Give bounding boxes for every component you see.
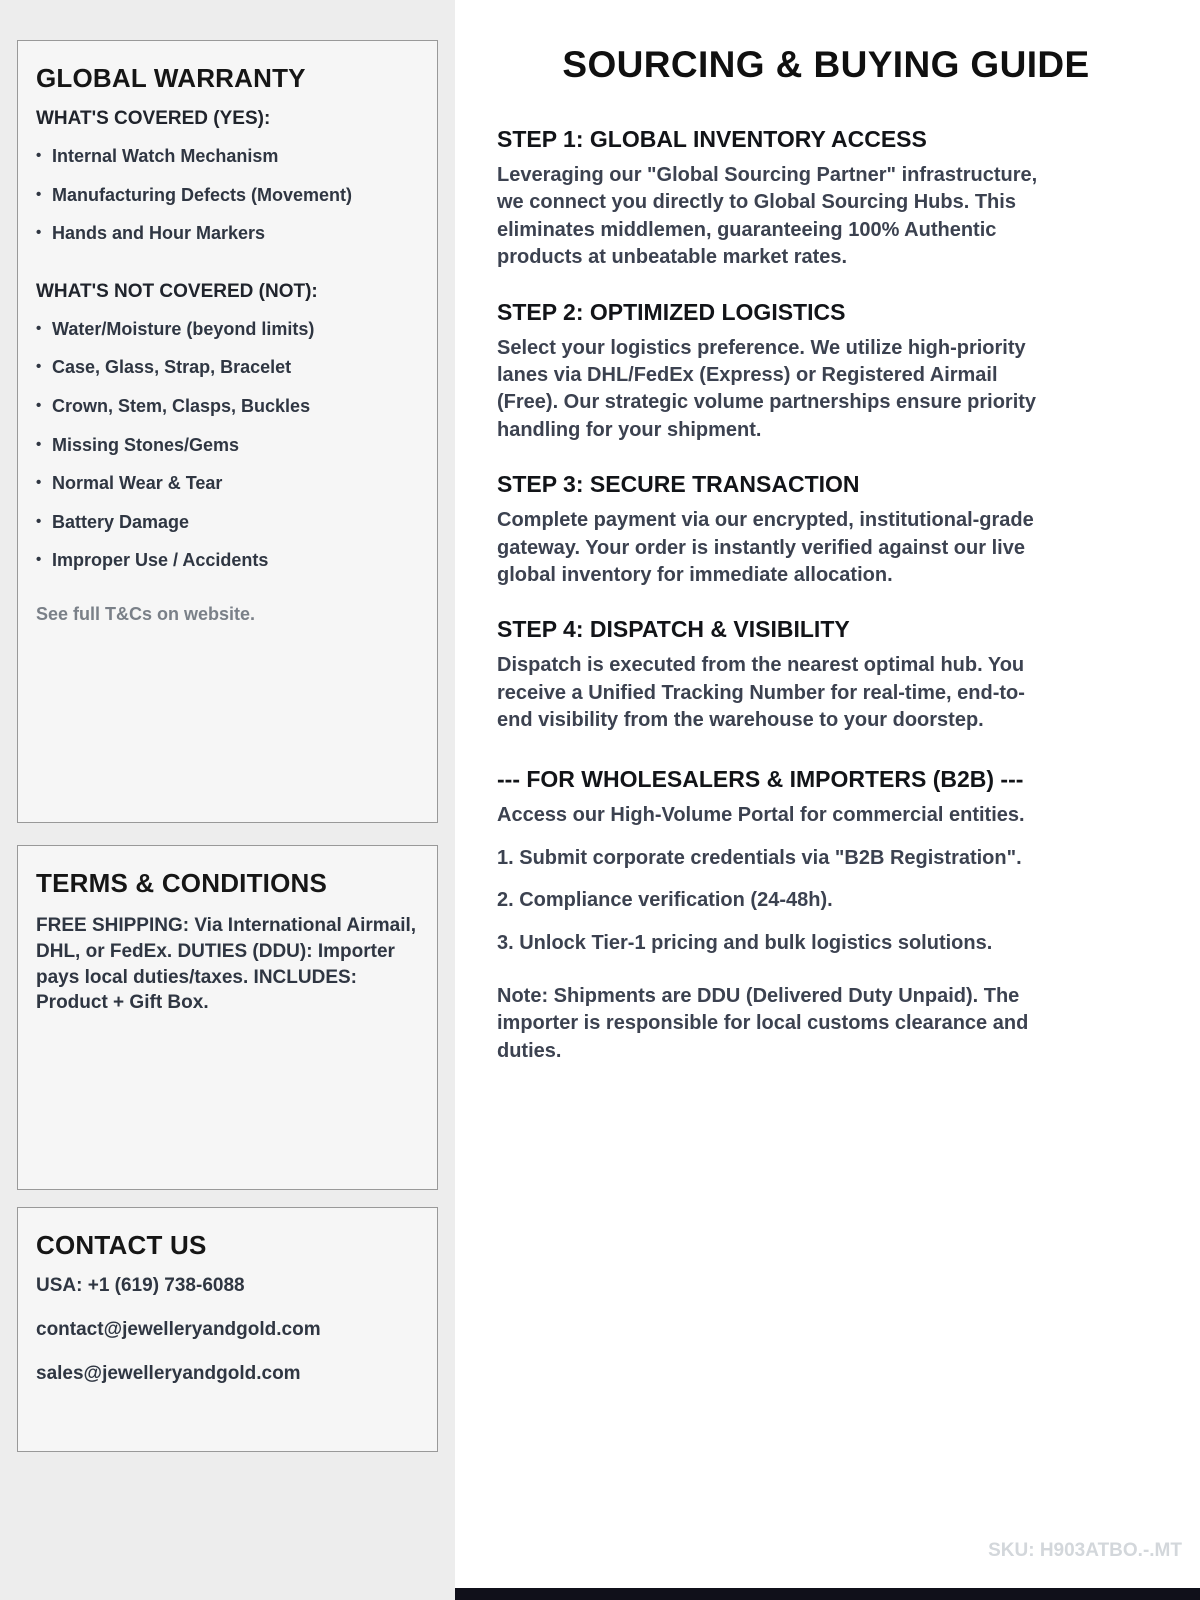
warranty-covered-item: • Manufacturing Defects (Movement) — [36, 185, 419, 207]
step-2-body: Select your logistics preference. We utilize high-priority lanes via DHL/FedEx (Express) or Registered Airmail (Free). Our strategic volume partnerships ensure priority handling for your shipment. — [497, 336, 1037, 441]
step-4-heading: STEP 4: DISPATCH & VISIBILITY — [497, 616, 850, 643]
step-4-section — [497, 616, 1155, 734]
b2b-heading: --- FOR WHOLESALERS & IMPORTERS (B2B) --- — [497, 766, 1024, 793]
b2b-item: 2. Compliance verification (24-48h). — [497, 889, 833, 912]
step-1-heading: STEP 1: GLOBAL INVENTORY ACCESS — [497, 126, 927, 152]
step-1-body: Leveraging our "Global Sourcing Partner" infrastructure, we connect you directly to Global Sourcing Hubs. This eliminates middlemen, guaranteeing 100% Authentic products at unbeatable market rates. — [497, 164, 1038, 269]
warranty-not-covered-item: • Normal Wear & Tear — [36, 473, 419, 495]
terms-panel — [17, 845, 438, 1190]
warranty-not-covered-item: • Crown, Stem, Clasps, Buckles — [36, 396, 419, 418]
warranty-footnote: See full T&Cs on website. — [36, 603, 256, 624]
warranty-covered-item: • Internal Watch Mechanism — [36, 146, 419, 168]
step-2-heading: STEP 2: OPTIMIZED LOGISTICS — [497, 298, 846, 325]
step-3-section — [497, 471, 1155, 589]
warranty-not-covered-item: • Case, Glass, Strap, Bracelet — [36, 357, 419, 379]
warranty-not-covered-heading: WHAT'S NOT COVERED (NOT): — [36, 280, 318, 302]
terms-body: FREE SHIPPING: Via International Airmail, DHL, or FedEx. DUTIES (DDU): Importer pays local duties/taxes. INCLUDES: Product + Gift Box. — [36, 915, 417, 1014]
warranty-covered-item: • Hands and Hour Markers — [36, 223, 419, 245]
page-title: SOURCING & BUYING GUIDE — [562, 44, 1090, 85]
b2b-note: Note: Shipments are DDU (Delivered Duty Unpaid). The importer is responsible for local customs clearance and duties. — [497, 985, 1029, 1062]
step-4-body: Dispatch is executed from the nearest optimal hub. You receive a Unified Tracking Number for real-time, end-to-end visibility from the warehouse to your doorstep. — [497, 654, 1025, 732]
b2b-item: 3. Unlock Tier-1 pricing and bulk logistics solutions. — [497, 931, 993, 954]
sku-label: SKU: H903ATBO.-.MT — [988, 1540, 1182, 1561]
warranty-not-covered-list — [36, 319, 419, 572]
warranty-covered-list — [36, 146, 419, 245]
guide-main — [455, 0, 1200, 1600]
contact-email-primary: contact@jewelleryandgold.com — [36, 1319, 321, 1340]
step-3-body: Complete payment via our encrypted, institutional-grade gateway. Your order is instantly verified against our live global inventory for immediate allocation. — [497, 509, 1034, 586]
step-2-section — [497, 299, 1155, 445]
contact-email-sales: sales@jewelleryandgold.com — [36, 1363, 301, 1384]
warranty-not-covered-item: • Battery Damage — [36, 512, 419, 534]
warranty-panel — [17, 40, 438, 823]
info-sidebar — [0, 0, 455, 1600]
b2b-intro: Access our High-Volume Portal for commercial entities. — [497, 804, 1025, 827]
b2b-section — [497, 766, 1155, 1065]
warranty-not-covered-item: • Missing Stones/Gems — [36, 435, 419, 457]
step-1-section — [497, 126, 1155, 272]
warranty-title: GLOBAL WARRANTY — [36, 63, 306, 93]
footer-bar — [455, 1588, 1200, 1600]
warranty-not-covered-item: • Water/Moisture (beyond limits) — [36, 319, 419, 341]
warranty-not-covered-item: • Improper Use / Accidents — [36, 550, 419, 572]
b2b-item: 1. Submit corporate credentials via "B2B Registration". — [497, 846, 1022, 869]
terms-title: TERMS & CONDITIONS — [36, 868, 328, 898]
contact-panel — [17, 1207, 438, 1452]
step-3-heading: STEP 3: SECURE TRANSACTION — [497, 471, 860, 498]
contact-phone: USA: +1 (619) 738-6088 — [36, 1275, 245, 1296]
contact-title: CONTACT US — [36, 1230, 207, 1260]
warranty-covered-heading: WHAT'S COVERED (YES): — [36, 108, 271, 129]
